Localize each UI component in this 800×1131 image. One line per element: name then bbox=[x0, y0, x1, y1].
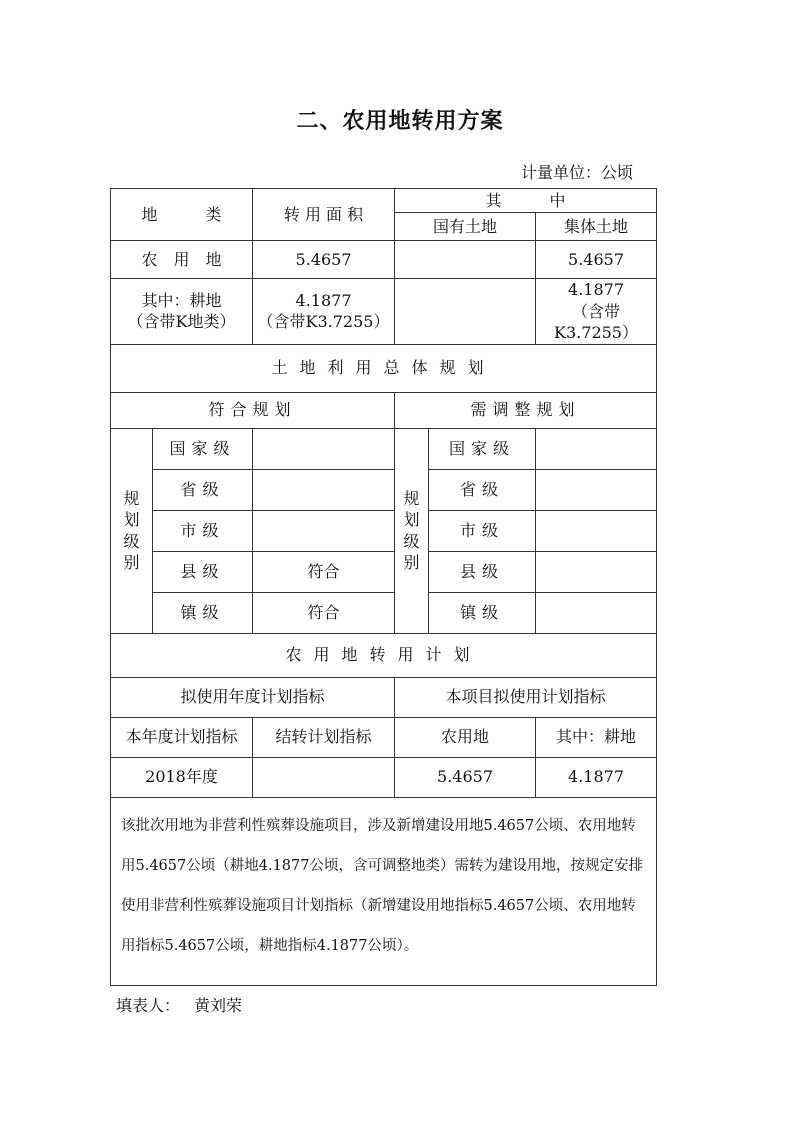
arable-collective-line2: （含带K3.7255） bbox=[554, 301, 638, 343]
adjust-town bbox=[536, 592, 657, 633]
farm-land-label: 农 用 地 bbox=[111, 241, 253, 279]
page-title: 二、农用地转用方案 bbox=[296, 108, 504, 134]
current-year-value: 2018年度 bbox=[111, 757, 253, 797]
conform-county: 符合 bbox=[253, 551, 395, 592]
conversion-table bbox=[110, 188, 657, 986]
filler-line bbox=[116, 993, 242, 1016]
level-national-left: 国家级 bbox=[153, 428, 253, 469]
filler-name: 黄刘荣 bbox=[194, 996, 243, 1015]
level-city-left: 市级 bbox=[153, 510, 253, 551]
farm-land-header: 农用地 bbox=[395, 717, 536, 757]
arable-label-line2: （含带K地类） bbox=[127, 312, 236, 332]
unit-label: 计量单位：公顷 bbox=[521, 163, 634, 182]
farm-land-area: 5.4657 bbox=[253, 241, 395, 279]
conform-province bbox=[253, 469, 395, 510]
planning-section-title: 土地利用总体规划 bbox=[111, 344, 657, 392]
adjust-national bbox=[536, 428, 657, 469]
farm-land-state bbox=[395, 241, 536, 279]
project-proposed-header: 本项目拟使用计划指标 bbox=[395, 677, 657, 717]
level-town-left: 镇级 bbox=[153, 592, 253, 633]
conform-city bbox=[253, 510, 395, 551]
level-province-right: 省级 bbox=[429, 469, 536, 510]
arable-value: 4.1877 bbox=[536, 757, 657, 797]
level-county-right: 县级 bbox=[429, 551, 536, 592]
arable-state bbox=[395, 279, 536, 345]
arable-area-line1: 4.1877 bbox=[295, 290, 352, 310]
arable-area bbox=[253, 279, 395, 345]
conform-town: 符合 bbox=[253, 592, 395, 633]
header-land-type: 地 类 bbox=[111, 189, 253, 241]
arable-area-line2: （含带K3.7255） bbox=[257, 312, 390, 332]
level-town-right: 镇级 bbox=[429, 592, 536, 633]
header-area: 转 用 面 积 bbox=[253, 189, 395, 241]
filler-label: 填表人： bbox=[116, 996, 181, 1015]
conform-national bbox=[253, 428, 395, 469]
arable-header: 其中：耕地 bbox=[536, 717, 657, 757]
arable-label bbox=[111, 279, 253, 345]
carry-over-value bbox=[253, 757, 395, 797]
header-among: 其 中 bbox=[395, 189, 657, 213]
adjust-city bbox=[536, 510, 657, 551]
level-county-left: 县级 bbox=[153, 551, 253, 592]
carry-over-header: 结转计划指标 bbox=[253, 717, 395, 757]
adjust-province bbox=[536, 469, 657, 510]
note-text: 该批次用地为非营利性殡葬设施项目，涉及新增建设用地5.4657公顷、农用地转用5.4657公顷（耕地4.1877公顷，含可调整地类）需转为建设用地，按规定安排使用非营利性殡葬设施项目计划指标（新增建设用地指标5.4657公顷、农用地转用指标5.4657公顷，耕地指标4.1877公顷）。 bbox=[111, 797, 657, 985]
adjust-county bbox=[536, 551, 657, 592]
header-collective-land: 集体土地 bbox=[536, 213, 657, 241]
header-state-land: 国有土地 bbox=[395, 213, 536, 241]
level-province-left: 省级 bbox=[153, 469, 253, 510]
planning-level-vertical-right: 规 划 级 别 bbox=[395, 428, 429, 633]
farm-land-value: 5.4657 bbox=[395, 757, 536, 797]
arable-collective-line1: 4.1877 bbox=[568, 280, 625, 299]
planning-adjust-header: 需调整规划 bbox=[395, 392, 657, 428]
planning-level-vertical-left: 规 划 级 别 bbox=[111, 428, 153, 633]
conversion-plan-title: 农用地转用计划 bbox=[111, 633, 657, 677]
current-year-header: 本年度计划指标 bbox=[111, 717, 253, 757]
farm-land-collective: 5.4657 bbox=[536, 241, 657, 279]
level-city-right: 市级 bbox=[429, 510, 536, 551]
level-national-right: 国家级 bbox=[429, 428, 536, 469]
arable-label-line1: 其中：耕地 bbox=[141, 290, 222, 310]
arable-collective bbox=[536, 279, 657, 345]
proposed-annual-header: 拟使用年度计划指标 bbox=[111, 677, 395, 717]
planning-conform-header: 符合规划 bbox=[111, 392, 395, 428]
